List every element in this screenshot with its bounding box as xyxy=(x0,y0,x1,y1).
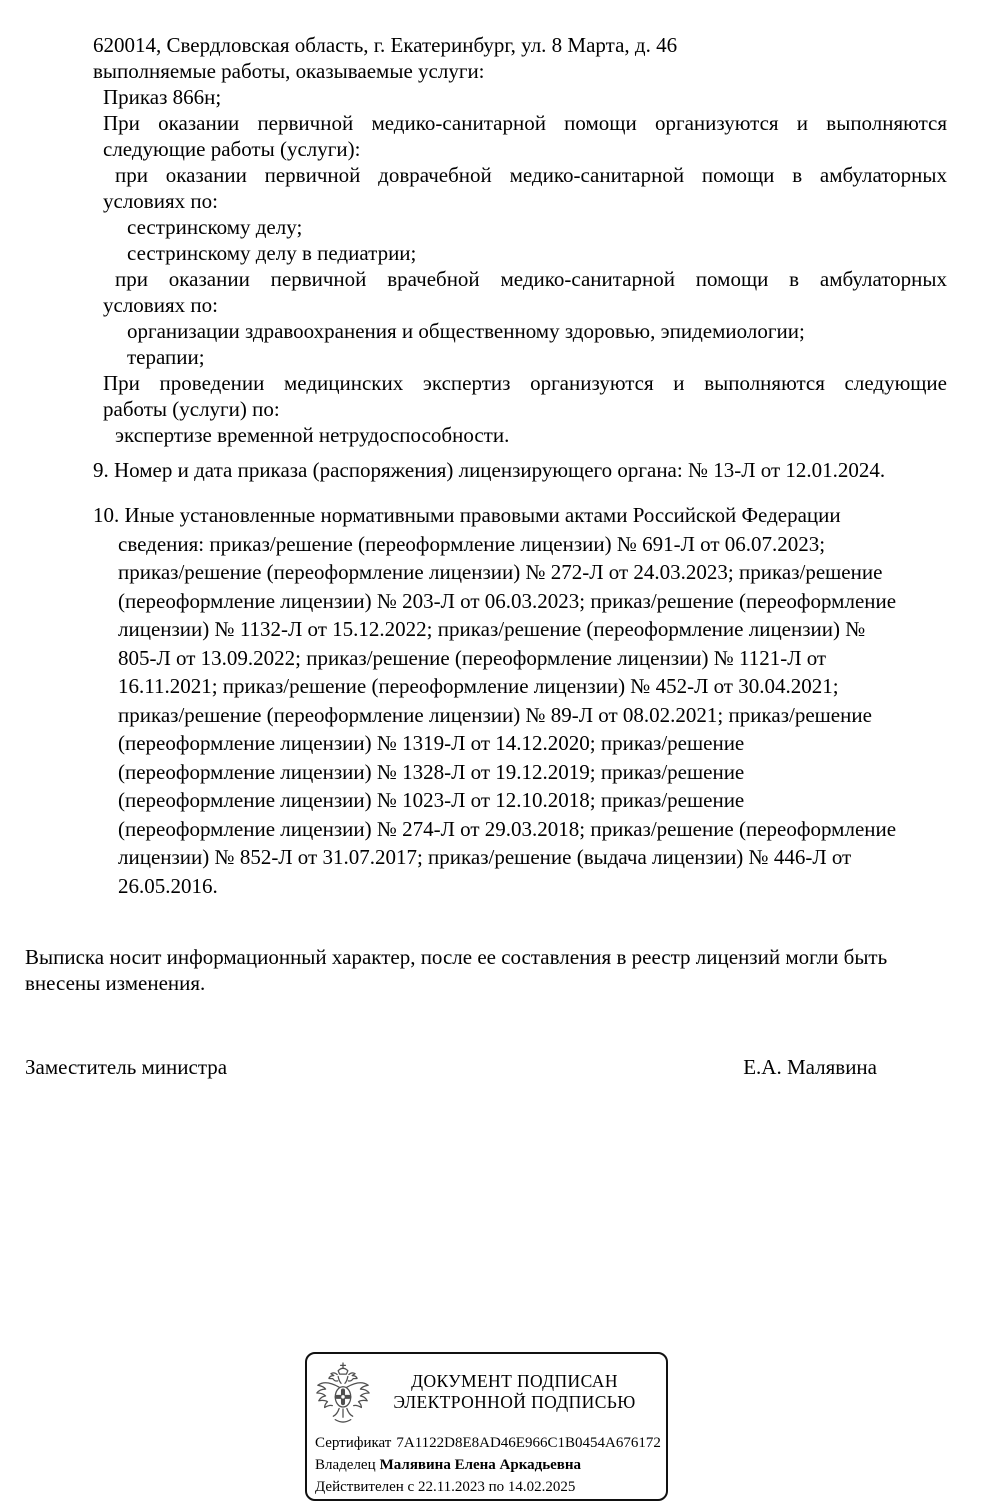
item-10-line: (переоформление лицензии) № 1328-Л от 19.12.2019; приказ/решение xyxy=(118,759,745,784)
note-line: Выписка носит информационный характер, после ее составления в реестр лицензий могли быть xyxy=(25,945,888,969)
works-line: При оказании первичной медико-санитарной помощи организуются и выполняются xyxy=(103,111,947,135)
stamp-details xyxy=(315,1432,661,1498)
works-line: сестринскому делу в педиатрии; xyxy=(127,241,417,265)
item-10-line: (переоформление лицензии) № 203-Л от 06.03.2023; приказ/решение (переоформление xyxy=(118,588,897,613)
works-line: при оказании первичной врачебной медико-санитарной помощи в амбулаторных xyxy=(115,267,947,291)
item-10-line: сведения: приказ/решение (переоформление лицензии) № 691-Л от 06.07.2023; xyxy=(118,531,826,556)
document-body xyxy=(93,32,947,900)
address-line: 620014, Свердловская область, г. Екатеринбург, ул. 8 Марта, д. 46 xyxy=(93,33,678,57)
item-10-line: 16.11.2021; приказ/решение (переоформление лицензии) № 452-Л от 30.04.2021; xyxy=(118,674,839,698)
item-10-line: (переоформление лицензии) № 1023-Л от 12.10.2018; приказ/решение xyxy=(118,788,745,812)
works-line: работы (услуги) по: xyxy=(103,397,280,421)
signature-row xyxy=(25,1054,877,1080)
works-line: сестринскому делу; xyxy=(127,215,303,239)
certificate-value: 7A1122D8E8AD46E966C1B0454A676172 xyxy=(396,1435,661,1451)
works-line: При проведении медицинских экспертиз организуются и выполняются следующие xyxy=(103,371,947,395)
item-9-order-number: 9. Номер и дата приказа (распоряжения) лицензирующего органа: № 13-Л от 12.01.2024. xyxy=(93,458,886,482)
electronic-signature-stamp xyxy=(305,1352,668,1501)
works-line: экспертизе временной нетрудоспособности. xyxy=(115,423,510,447)
item-10-line: 26.05.2016. xyxy=(118,873,218,898)
certificate-label: Сертификат xyxy=(315,1435,392,1451)
validity-line: Действителен с 22.11.2023 по 14.02.2025 xyxy=(315,1479,576,1495)
item-10-line: (переоформление лицензии) № 274-Л от 29.03.2018; приказ/решение (переоформление xyxy=(118,816,897,841)
works-line: следующие работы (услуги): xyxy=(103,137,361,161)
item-10-line: лицензии) № 1132-Л от 15.12.2022; приказ/решение (переоформление лицензии) № xyxy=(118,617,866,641)
item-10-line: (переоформление лицензии) № 1319-Л от 14.12.2020; приказ/решение xyxy=(118,731,745,755)
item-10-line: 10. Иные установленные нормативными правовыми актами Российской Федерации xyxy=(93,503,841,527)
stamp-title-line1: ДОКУМЕНТ ПОДПИСАН xyxy=(411,1371,618,1391)
item-10-line: приказ/решение (переоформление лицензии) № 272-Л от 24.03.2023; приказ/решение xyxy=(118,560,883,584)
item-10-line: приказ/решение (переоформление лицензии) № 89-Л от 08.02.2021; приказ/решение xyxy=(118,702,872,727)
works-line: Приказ 866н; xyxy=(103,85,222,109)
informational-note xyxy=(25,944,955,996)
coat-of-arms-icon xyxy=(315,1362,371,1424)
item-10-line: 805-Л от 13.09.2022; приказ/решение (переоформление лицензии) № 1121-Л от xyxy=(118,645,827,670)
works-line: условиях по: xyxy=(103,189,218,213)
signer-title: Заместитель министра xyxy=(25,1055,228,1079)
works-line: при оказании первичной доврачебной медико-санитарной помощи в амбулаторных xyxy=(115,163,947,187)
stamp-title-line2: ЭЛЕКТРОННОЙ ПОДПИСЬЮ xyxy=(393,1392,636,1412)
works-line: условиях по: xyxy=(103,293,218,317)
stamp-title xyxy=(371,1360,658,1413)
item-10-line: лицензии) № 852-Л от 31.07.2017; приказ/решение (выдача лицензии) № 446-Л от xyxy=(118,845,852,869)
works-list xyxy=(93,84,947,448)
signer-name: Е.А. Малявина xyxy=(743,1055,877,1079)
owner-line xyxy=(315,1454,658,1476)
works-line: терапии; xyxy=(127,345,205,369)
works-intro: выполняемые работы, оказываемые услуги: xyxy=(93,59,485,83)
certificate-line xyxy=(315,1432,661,1454)
works-line: организации здравоохранения и общественному здоровью, эпидемиологии; xyxy=(127,319,805,343)
stamp-header xyxy=(315,1360,658,1426)
owner-label: Владелец xyxy=(315,1457,376,1473)
item-10-other-info xyxy=(93,501,947,900)
owner-name: Малявина Елена Аркадьевна xyxy=(379,1457,582,1473)
note-line: внесены изменения. xyxy=(25,971,206,995)
